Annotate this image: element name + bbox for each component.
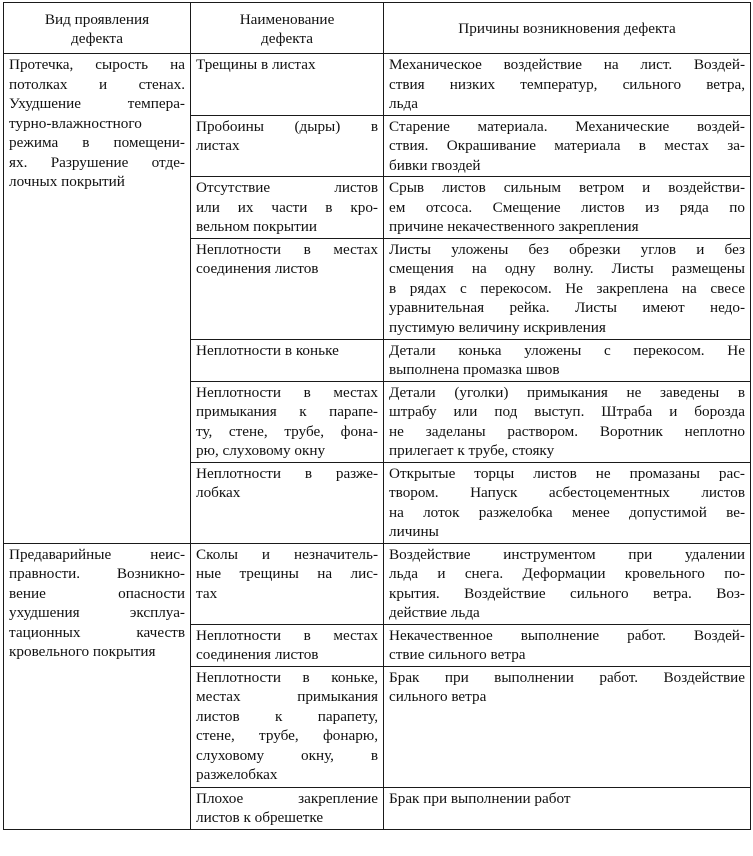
text-line: Плохое закрепление — [196, 789, 378, 807]
text-line: Воздействие инструментом при удалении — [389, 545, 745, 563]
text-line: Срыв листов сильным ветром и воздействи- — [389, 179, 745, 196]
text-line: ях. Разрушение отде- — [9, 153, 185, 171]
defect-name-cell — [191, 339, 384, 381]
text-line: соединения листов — [196, 260, 319, 277]
text-line: правности. Возникно- — [9, 565, 185, 582]
header-defect-cause — [384, 3, 751, 54]
text-line: ем отсоса. Смещение листов из ряда по — [389, 198, 745, 216]
text-line: турно-влажностного — [9, 114, 142, 132]
text-line: пустимую величину искривления — [389, 318, 606, 336]
header-line: дефекта — [261, 30, 313, 47]
text-line: ту, стене, трубе, фона- — [196, 422, 378, 440]
text-line: Неплотности в местах — [196, 240, 378, 258]
defect-cause-cell — [384, 115, 751, 177]
text-line: лочных покрытий — [9, 173, 125, 190]
text-line: Неплотности в коньке — [196, 341, 339, 359]
defect-cause-cell — [384, 381, 751, 462]
text-line: Механическое воздействие на лист. Воздей- — [389, 56, 745, 73]
defect-name-cell — [191, 666, 384, 787]
text-line: Неплотности в местах — [196, 626, 378, 644]
defect-name-cell — [191, 624, 384, 666]
defect-cause-cell — [384, 238, 751, 339]
text-line: ствия низких температур, сильного ветра, — [389, 75, 745, 93]
text-line: Брак при выполнении работ. Воздействие — [389, 668, 745, 686]
defect-name-cell — [191, 543, 384, 624]
text-line: ствие сильного ветра — [389, 646, 526, 663]
text-line: льда и снега. Деформации кровельного по- — [389, 565, 745, 582]
defect-name-cell — [191, 54, 384, 116]
header-line: Причины возникновения дефекта — [458, 20, 676, 38]
text-line: Трещины в листах — [196, 56, 316, 73]
text-line: выполнена промазка швов — [389, 361, 560, 378]
text-line: Неплотности в разже- — [196, 464, 378, 482]
text-line: вельном покрытии — [196, 218, 317, 235]
text-line: Детали конька уложены с перекосом. Не — [389, 341, 745, 359]
text-line: смещения на одну волну. Листы размещены — [389, 260, 745, 277]
text-line: бивки гвоздей — [389, 156, 481, 174]
text-line: не заделаны раствором. Воротник неплотно — [389, 422, 745, 440]
defects-table — [3, 2, 751, 830]
defect-name-cell — [191, 462, 384, 543]
text-line: лобках — [196, 484, 241, 501]
text-line: Сколы и незначитель- — [196, 545, 378, 563]
defect-name-cell — [191, 177, 384, 239]
text-line: действие льда — [389, 604, 480, 621]
text-line: на лоток разжелобка менее допустимой ве- — [389, 503, 745, 521]
text-line: льда — [389, 95, 418, 112]
text-line: Отсутствие листов — [196, 179, 378, 196]
defect-cause-cell — [384, 462, 751, 543]
header-manifestation — [4, 3, 191, 54]
text-line: личины — [389, 523, 439, 540]
table-row — [4, 543, 751, 624]
text-line: Открытые торцы листов не промазаны рас- — [389, 464, 745, 482]
text-line: режима в помещени- — [9, 134, 185, 151]
text-line: вение опасности — [9, 584, 185, 602]
text-line: листов к парапету, — [196, 707, 378, 725]
text-line: листов к обрешетке — [196, 809, 324, 826]
text-line: ствия. Окрашивание материала в местах за- — [389, 137, 745, 154]
manifestation-cell — [4, 543, 191, 829]
text-line: прилегает к трубе, стояку — [389, 442, 555, 459]
text-line: Неплотности в коньке, — [196, 668, 378, 686]
text-line: Пробоины (дыры) в — [196, 117, 378, 135]
text-line: Старение материала. Механические воздей- — [389, 117, 745, 135]
text-line: ухудшения эксплуа- — [9, 604, 185, 621]
header-line: Вид проявления — [44, 10, 150, 28]
defect-cause-cell — [384, 543, 751, 624]
defect-cause-cell — [384, 787, 751, 829]
defect-name-cell — [191, 238, 384, 339]
defect-name-cell — [191, 115, 384, 177]
defect-name-cell — [191, 787, 384, 829]
table-row — [4, 54, 751, 116]
table-header-row — [4, 3, 751, 54]
text-line: потолках и стенах. — [9, 75, 185, 93]
text-line: твором. Напуск асбестоцементных листов — [389, 484, 745, 501]
text-line: Брак при выполнении работ — [389, 789, 571, 807]
text-line: уравнительная рейка. Листы имеют недо- — [389, 299, 745, 316]
text-line: листах — [196, 137, 240, 154]
text-line: Предаварийные неис- — [9, 545, 185, 563]
text-line: примыкания к парапе- — [196, 403, 378, 420]
text-line: стене, трубе, фонарю, — [196, 727, 378, 744]
text-line: тационных качеств — [9, 623, 185, 641]
defect-name-cell — [191, 381, 384, 462]
header-line: Наименование — [239, 10, 335, 28]
text-line: Неплотности в местах — [196, 383, 378, 401]
text-line: соединения листов — [196, 646, 319, 663]
text-line: крытия. Воздействие сильного ветра. Воз- — [389, 584, 745, 602]
text-line: местах примыкания — [196, 688, 378, 705]
text-line: тах — [196, 584, 218, 602]
defect-cause-cell — [384, 624, 751, 666]
defect-cause-cell — [384, 666, 751, 787]
text-line: сильного ветра — [389, 688, 487, 705]
text-line: в рядах с перекосом. Не закреплена на свесе — [389, 279, 745, 297]
text-line: причине некачественного закрепления — [389, 218, 639, 235]
defect-cause-cell — [384, 177, 751, 239]
text-line: кровельного покрытия — [9, 643, 156, 660]
text-line: разжелобках — [196, 766, 278, 783]
text-line: Некачественное выполнение работ. Воздей- — [389, 626, 745, 644]
text-line: Протечка, сырость на — [9, 56, 185, 73]
header-line: дефекта — [71, 30, 123, 47]
defect-cause-cell — [384, 54, 751, 116]
text-line: Листы уложены без обрезки углов и без — [389, 240, 745, 258]
header-defect-name — [191, 3, 384, 54]
text-line: или их части в кро- — [196, 198, 378, 216]
defect-cause-cell — [384, 339, 751, 381]
manifestation-cell — [4, 54, 191, 544]
text-line: штрабу или под выступ. Штраба и борозда — [389, 403, 745, 420]
text-line: рю, слуховому окну — [196, 442, 326, 459]
text-line: слуховому окну, в — [196, 746, 378, 764]
text-line: Ухудшение темпера- — [9, 95, 185, 112]
text-line: ные трещины на лис- — [196, 565, 378, 582]
text-line: Детали (уголки) примыкания не заведены в — [389, 383, 745, 401]
